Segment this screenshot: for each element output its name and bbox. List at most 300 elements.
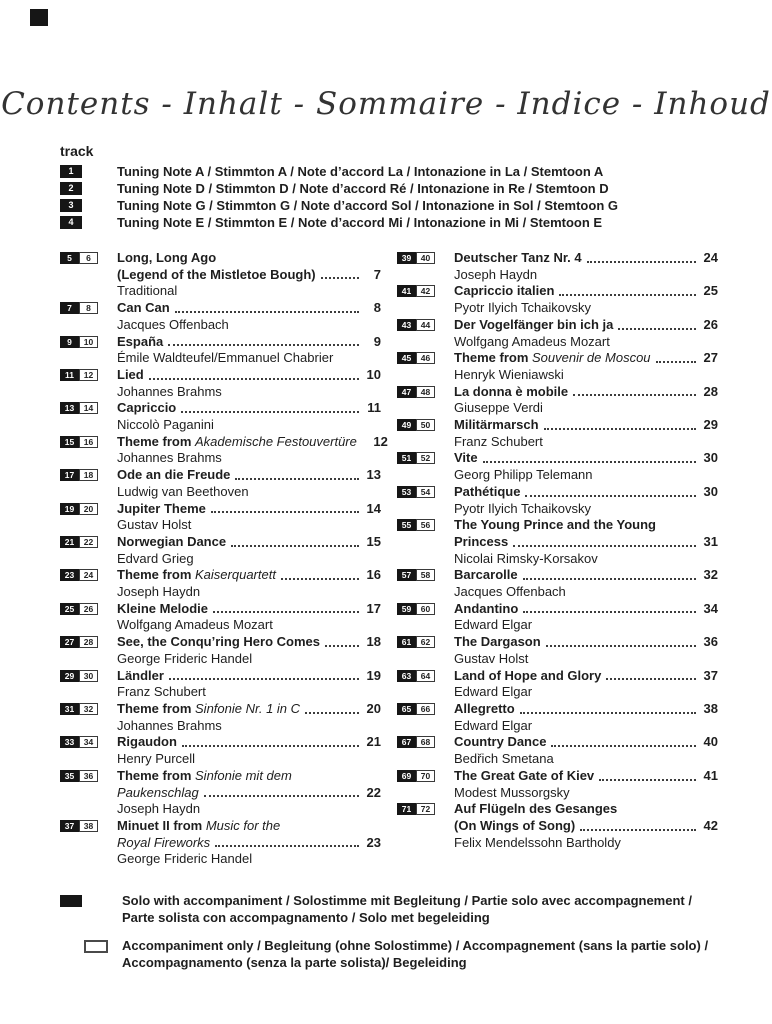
track-list-left-column <box>60 250 388 868</box>
composer-name: Émile Waldteufel/Emmanuel Chabrier <box>117 350 334 366</box>
solo-filled-box-icon <box>60 895 82 907</box>
entry-title <box>454 417 539 434</box>
solo-track-badge: 23 <box>60 569 79 581</box>
track-entry <box>60 701 381 734</box>
entry-body <box>117 250 381 300</box>
entry-title-line <box>454 417 718 434</box>
dot-leader <box>204 795 359 797</box>
entry-title <box>454 534 508 551</box>
accompaniment-track-badge: 66 <box>416 703 435 715</box>
accompaniment-track-badge: 34 <box>79 736 98 748</box>
solo-track-badge: 39 <box>397 252 416 264</box>
title-segment: Capriccio <box>117 400 177 416</box>
track-badges <box>60 300 117 333</box>
track-entry <box>60 534 381 567</box>
accompaniment-track-badge: 70 <box>416 770 435 782</box>
page-number: 37 <box>703 667 718 683</box>
page-number: 20 <box>366 700 381 716</box>
track-badges <box>60 367 117 400</box>
entry-body <box>454 768 718 801</box>
solo-track-badge: 45 <box>397 352 416 364</box>
title-segment: Rigaudon <box>117 734 177 750</box>
entry-body <box>117 300 381 333</box>
dot-leader <box>544 428 696 430</box>
accompaniment-track-badge: 38 <box>79 820 98 832</box>
entry-body <box>117 701 381 734</box>
dot-leader <box>656 361 696 363</box>
entry-title <box>117 467 230 484</box>
entry-title <box>117 400 176 417</box>
title-segment: La donna è mobile <box>454 383 569 399</box>
composer-name: Ludwig van Beethoven <box>117 483 249 499</box>
entry-title-line <box>454 668 718 685</box>
entry-body <box>117 601 381 634</box>
solo-track-badge: 37 <box>60 820 79 832</box>
entry-body <box>117 367 381 400</box>
accompaniment-track-badge: 54 <box>416 486 435 498</box>
title-segment: Princess <box>454 533 509 549</box>
solo-track-badge: 29 <box>60 670 79 682</box>
entry-title <box>454 634 541 651</box>
solo-track-badge: 31 <box>60 703 79 715</box>
track-entry <box>397 317 718 350</box>
dot-leader <box>599 779 696 781</box>
entry-title-line <box>117 601 381 618</box>
solo-track-badge: 71 <box>397 803 416 815</box>
entry-title-line <box>117 433 388 451</box>
track-entry <box>60 367 381 400</box>
track-badges <box>397 567 454 600</box>
tuning-note-row <box>60 163 718 180</box>
dot-leader <box>231 545 359 547</box>
track-entry <box>60 567 381 600</box>
entry-body <box>454 450 718 483</box>
page-number: 41 <box>703 767 718 783</box>
entry-title-line <box>117 835 381 852</box>
title-segment: Ländler <box>117 667 164 683</box>
entry-body <box>117 818 381 868</box>
dot-leader <box>573 394 696 396</box>
composer-name: Gustav Holst <box>454 650 529 666</box>
accompaniment-track-badge: 68 <box>416 736 435 748</box>
solo-track-badge: 9 <box>60 336 79 348</box>
track-entry <box>60 300 381 333</box>
entry-title <box>117 501 206 518</box>
entry-title <box>117 250 216 267</box>
composer-name: Bedřich Smetana <box>454 751 554 767</box>
title-segment: Sinfonie mit dem <box>195 767 292 783</box>
entry-title <box>454 317 613 334</box>
track-entry <box>397 484 718 517</box>
dot-leader <box>587 261 696 263</box>
composer-name: Modest Mussorgsky <box>454 784 570 800</box>
entry-title <box>454 384 568 401</box>
track-entry <box>397 283 718 316</box>
accompaniment-track-badge: 48 <box>416 386 435 398</box>
track-entry <box>397 450 718 483</box>
accompaniment-track-badge: 28 <box>79 636 98 648</box>
entry-title-line <box>454 250 718 267</box>
entry-body <box>117 668 381 701</box>
page-number: 42 <box>703 817 718 833</box>
track-badges <box>397 417 454 450</box>
entry-title-line <box>117 400 381 417</box>
track-badges <box>397 484 454 517</box>
dot-leader <box>175 311 359 313</box>
solo-track-badge: 19 <box>60 503 79 515</box>
composer-name: Johannes Brahms <box>117 383 222 399</box>
dot-leader <box>168 344 359 346</box>
track-badges <box>397 350 454 383</box>
track-badges <box>397 250 454 283</box>
entry-title-line <box>454 450 718 467</box>
track-badges <box>60 434 117 467</box>
title-segment: The Dargason <box>454 634 541 650</box>
track-entry <box>60 433 388 467</box>
composer-name: Niccolò Paganini <box>117 417 214 433</box>
entry-title <box>117 367 144 384</box>
solo-track-badge: 21 <box>60 536 79 548</box>
title-segment: (Legend of the Mistletoe Bough) <box>117 266 316 282</box>
entry-title-line <box>117 701 381 718</box>
entry-title-line <box>454 801 718 818</box>
accompaniment-track-badge: 56 <box>416 519 435 531</box>
accompaniment-track-badge: 10 <box>79 336 98 348</box>
title-segment: (On Wings of Song) <box>454 817 576 833</box>
dot-leader <box>211 511 359 513</box>
composer-name: Franz Schubert <box>454 433 543 449</box>
track-badges <box>60 501 117 534</box>
page-number: 36 <box>703 634 718 650</box>
track-entry <box>60 400 381 433</box>
track-entry <box>60 334 381 367</box>
accompaniment-track-badge: 8 <box>79 302 98 314</box>
entry-title-line <box>454 567 718 584</box>
title-segment: Norwegian Dance <box>117 533 227 549</box>
accompaniment-track-badge: 30 <box>79 670 98 682</box>
solo-track-badge: 59 <box>397 603 416 615</box>
accompaniment-track-badge: 50 <box>416 419 435 431</box>
track-entry <box>60 467 381 500</box>
entry-title <box>117 434 357 451</box>
dot-leader <box>235 478 359 480</box>
entry-title <box>117 818 280 835</box>
track-badges <box>397 317 454 350</box>
entry-title-line <box>454 601 718 618</box>
track-entry <box>60 634 381 667</box>
track-entry <box>397 668 718 701</box>
page-number: 15 <box>366 533 381 549</box>
composer-name: George Frideric Handel <box>117 851 253 867</box>
track-badges <box>397 734 454 767</box>
composer-name: Gustav Holst <box>117 517 192 533</box>
entry-title-line <box>454 701 718 718</box>
entry-body <box>454 601 718 634</box>
composer-name: Felix Mendelssohn Bartholdy <box>454 834 621 850</box>
entry-title <box>454 283 554 300</box>
entry-title-line <box>117 467 381 484</box>
tuning-note-text: Tuning Note D / Stimmton D / Note d’accord Ré / Intonazione in Re / Stemtoon D <box>117 181 609 196</box>
entry-title-line <box>454 283 718 300</box>
entry-title <box>454 350 651 367</box>
title-segment: Souvenir de Moscou <box>532 350 651 366</box>
composer-name: Georg Philipp Telemann <box>454 467 593 483</box>
entry-title-line <box>117 768 381 785</box>
page-number: 30 <box>703 483 718 499</box>
entry-title <box>117 334 163 351</box>
track-entry <box>397 417 718 450</box>
entry-title <box>117 734 177 751</box>
entry-title <box>454 517 656 534</box>
dot-leader <box>546 645 696 647</box>
solo-track-badge: 17 <box>60 469 79 481</box>
page-title: Contents - Inhalt - Sommaire - Indice - Inhoud <box>1 86 771 122</box>
entry-body <box>454 484 718 517</box>
legend-box-column <box>60 892 122 926</box>
entry-title-line <box>117 634 381 651</box>
track-entry <box>397 250 718 283</box>
solo-track-badge: 7 <box>60 302 79 314</box>
title-segment: Theme from <box>117 700 196 716</box>
dot-leader <box>523 611 696 613</box>
solo-track-badge: 5 <box>60 252 79 264</box>
track-entry <box>60 250 381 300</box>
entry-body <box>117 400 381 433</box>
composer-name: Giuseppe Verdi <box>454 400 543 416</box>
entry-body <box>454 317 718 350</box>
tuning-notes-list <box>60 163 718 231</box>
entry-title <box>117 267 316 284</box>
accompaniment-open-box-icon <box>84 940 108 953</box>
entry-body <box>454 567 718 600</box>
solo-track-badge: 33 <box>60 736 79 748</box>
page-number: 8 <box>373 300 381 316</box>
composer-name: Edvard Grieg <box>117 550 194 566</box>
title-segment: Theme from <box>117 433 196 449</box>
dot-leader <box>149 378 359 380</box>
track-badges <box>60 467 117 500</box>
accompaniment-track-badge: 60 <box>416 603 435 615</box>
entry-title <box>454 567 518 584</box>
entry-title-line <box>117 300 381 317</box>
entry-title <box>117 785 199 802</box>
dot-leader <box>513 545 696 547</box>
page-number: 34 <box>703 600 718 616</box>
page-number: 22 <box>366 784 381 800</box>
accompaniment-track-badge: 24 <box>79 569 98 581</box>
entry-title <box>117 634 320 651</box>
entry-title-line <box>117 818 381 835</box>
tuning-note-text: Tuning Note G / Stimmton G / Note d’accord Sol / Intonazione in Sol / Stemtoon G <box>117 198 618 213</box>
title-segment: Kleine Melodie <box>117 600 209 616</box>
composer-name: Joseph Haydn <box>117 801 201 817</box>
dot-leader <box>213 611 359 613</box>
solo-track-badge: 41 <box>397 285 416 297</box>
entry-title-line <box>454 384 718 401</box>
track-badges <box>397 701 454 734</box>
entry-body <box>117 634 381 667</box>
track-badges <box>60 601 117 634</box>
entry-body <box>117 734 381 767</box>
entry-body <box>117 768 381 818</box>
composer-name: Joseph Haydn <box>454 266 538 282</box>
entry-title-line <box>454 734 718 751</box>
composer-name: Jacques Offenbach <box>454 584 566 600</box>
entry-title <box>454 668 601 685</box>
entry-title-line <box>117 367 381 384</box>
track-badges <box>397 450 454 483</box>
composer-name: Pyotr Ilyich Tchaikovsky <box>454 300 592 316</box>
solo-track-badge: 27 <box>60 636 79 648</box>
entry-body <box>454 734 718 767</box>
composer-name: Henry Purcell <box>117 751 196 767</box>
track-badges <box>397 668 454 701</box>
track-badges <box>60 250 117 300</box>
solo-track-badge: 51 <box>397 452 416 464</box>
entry-body <box>117 334 381 367</box>
track-badges <box>60 534 117 567</box>
track-entry <box>397 350 718 383</box>
title-segment: Pathétique <box>454 483 521 499</box>
page-number: 11 <box>367 400 381 416</box>
title-segment: Country Dance <box>454 734 547 750</box>
page-number: 9 <box>373 333 381 349</box>
accompaniment-track-badge: 42 <box>416 285 435 297</box>
title-segment: Long, Long Ago <box>117 250 217 265</box>
composer-name: Johannes Brahms <box>117 717 222 733</box>
entry-title <box>454 801 617 818</box>
composer-name: Wolfgang Amadeus Mozart <box>454 333 610 349</box>
tuning-note-text: Tuning Note E / Stimmton E / Note d’accord Mi / Intonazione in Mi / Stemtoon E <box>117 215 603 230</box>
track-badges <box>60 567 117 600</box>
entry-title <box>117 768 292 785</box>
legend-text: Solo with accompaniment / Solostimme mit Begleitung / Partie solo avec accompagnement / Parte solista con accompagnamento / Solo met begeleiding <box>122 893 692 926</box>
track-number-badge: 2 <box>60 182 82 195</box>
entry-title <box>454 818 575 835</box>
dot-leader <box>169 678 359 680</box>
entry-title-line <box>454 350 718 367</box>
track-entry <box>60 668 381 701</box>
page-number: 10 <box>366 366 381 382</box>
dot-leader <box>281 578 359 580</box>
accompaniment-track-badge: 6 <box>79 252 98 264</box>
entry-title-line <box>117 785 381 802</box>
entry-body <box>454 350 718 383</box>
entry-body <box>454 384 718 417</box>
track-badges <box>60 400 117 433</box>
entry-title-line <box>454 484 718 501</box>
entry-title <box>454 701 515 718</box>
title-segment: Theme from <box>117 767 196 783</box>
title-segment: Barcarolle <box>454 567 518 583</box>
solo-track-badge: 11 <box>60 369 79 381</box>
entry-title-line <box>117 534 381 551</box>
title-segment: Theme from <box>454 350 533 366</box>
track-entry <box>397 701 718 734</box>
title-segment: Capriccio italien <box>454 283 555 299</box>
title-segment: Vite <box>454 450 478 466</box>
dot-leader <box>618 328 696 330</box>
title-segment: Auf Flügeln des Gesanges <box>454 801 618 817</box>
dot-leader <box>523 578 696 580</box>
track-type-legend <box>60 892 718 971</box>
title-segment: Can Can <box>117 300 170 316</box>
accompaniment-track-badge: 14 <box>79 402 98 414</box>
page-number: 31 <box>703 533 718 549</box>
page-number: 25 <box>703 283 718 299</box>
page-number: 7 <box>373 266 381 282</box>
title-segment: Minuet II from <box>117 817 206 833</box>
page-number: 14 <box>366 500 381 516</box>
title-segment: The Young Prince and the Young <box>454 517 656 533</box>
track-entry <box>397 768 718 801</box>
dot-leader <box>606 678 696 680</box>
title-segment: Der Vogelfänger bin ich ja <box>454 316 614 332</box>
entry-title <box>454 734 546 751</box>
track-badges <box>397 634 454 667</box>
entry-body <box>454 283 718 316</box>
entry-body <box>117 567 381 600</box>
page-number: 38 <box>703 700 718 716</box>
legend-box-column <box>60 937 122 971</box>
entry-title <box>117 668 164 685</box>
track-badges <box>60 818 117 868</box>
accompaniment-track-badge: 72 <box>416 803 435 815</box>
entry-title <box>454 601 518 618</box>
accompaniment-track-badge: 52 <box>416 452 435 464</box>
page-number: 21 <box>366 734 381 750</box>
page-number: 19 <box>366 667 381 683</box>
solo-track-badge: 57 <box>397 569 416 581</box>
entry-title-line <box>454 534 718 551</box>
composer-name: Johannes Brahms <box>117 450 222 466</box>
page-number: 24 <box>703 250 718 265</box>
solo-track-badge: 13 <box>60 402 79 414</box>
track-entry <box>60 501 381 534</box>
title-segment: Paukenschlag <box>117 784 199 800</box>
track-entry <box>397 734 718 767</box>
track-entry <box>397 384 718 417</box>
entry-title <box>117 835 210 852</box>
track-badges <box>397 384 454 417</box>
solo-track-badge: 63 <box>397 670 416 682</box>
legend-item <box>60 892 718 926</box>
title-segment: Militärmarsch <box>454 417 539 433</box>
accompaniment-track-badge: 46 <box>416 352 435 364</box>
accompaniment-track-badge: 20 <box>79 503 98 515</box>
dot-leader <box>182 745 359 747</box>
composer-name: Edward Elgar <box>454 717 533 733</box>
track-number-badge: 3 <box>60 199 82 212</box>
track-badges <box>60 701 117 734</box>
dot-leader <box>551 745 696 747</box>
accompaniment-track-badge: 64 <box>416 670 435 682</box>
dot-leader <box>580 829 696 831</box>
page-number: 18 <box>366 634 381 650</box>
page-number: 23 <box>366 834 381 850</box>
entry-title-line <box>454 317 718 334</box>
title-segment: Royal Fireworks <box>117 834 211 850</box>
dot-leader <box>215 845 359 847</box>
dot-leader <box>321 277 359 279</box>
composer-name: Wolfgang Amadeus Mozart <box>117 617 273 633</box>
track-entry <box>397 801 718 851</box>
page-number: 13 <box>366 467 381 483</box>
accompaniment-track-badge: 32 <box>79 703 98 715</box>
entry-title <box>117 601 208 618</box>
accompaniment-track-badge: 12 <box>79 369 98 381</box>
entry-body <box>454 417 718 450</box>
